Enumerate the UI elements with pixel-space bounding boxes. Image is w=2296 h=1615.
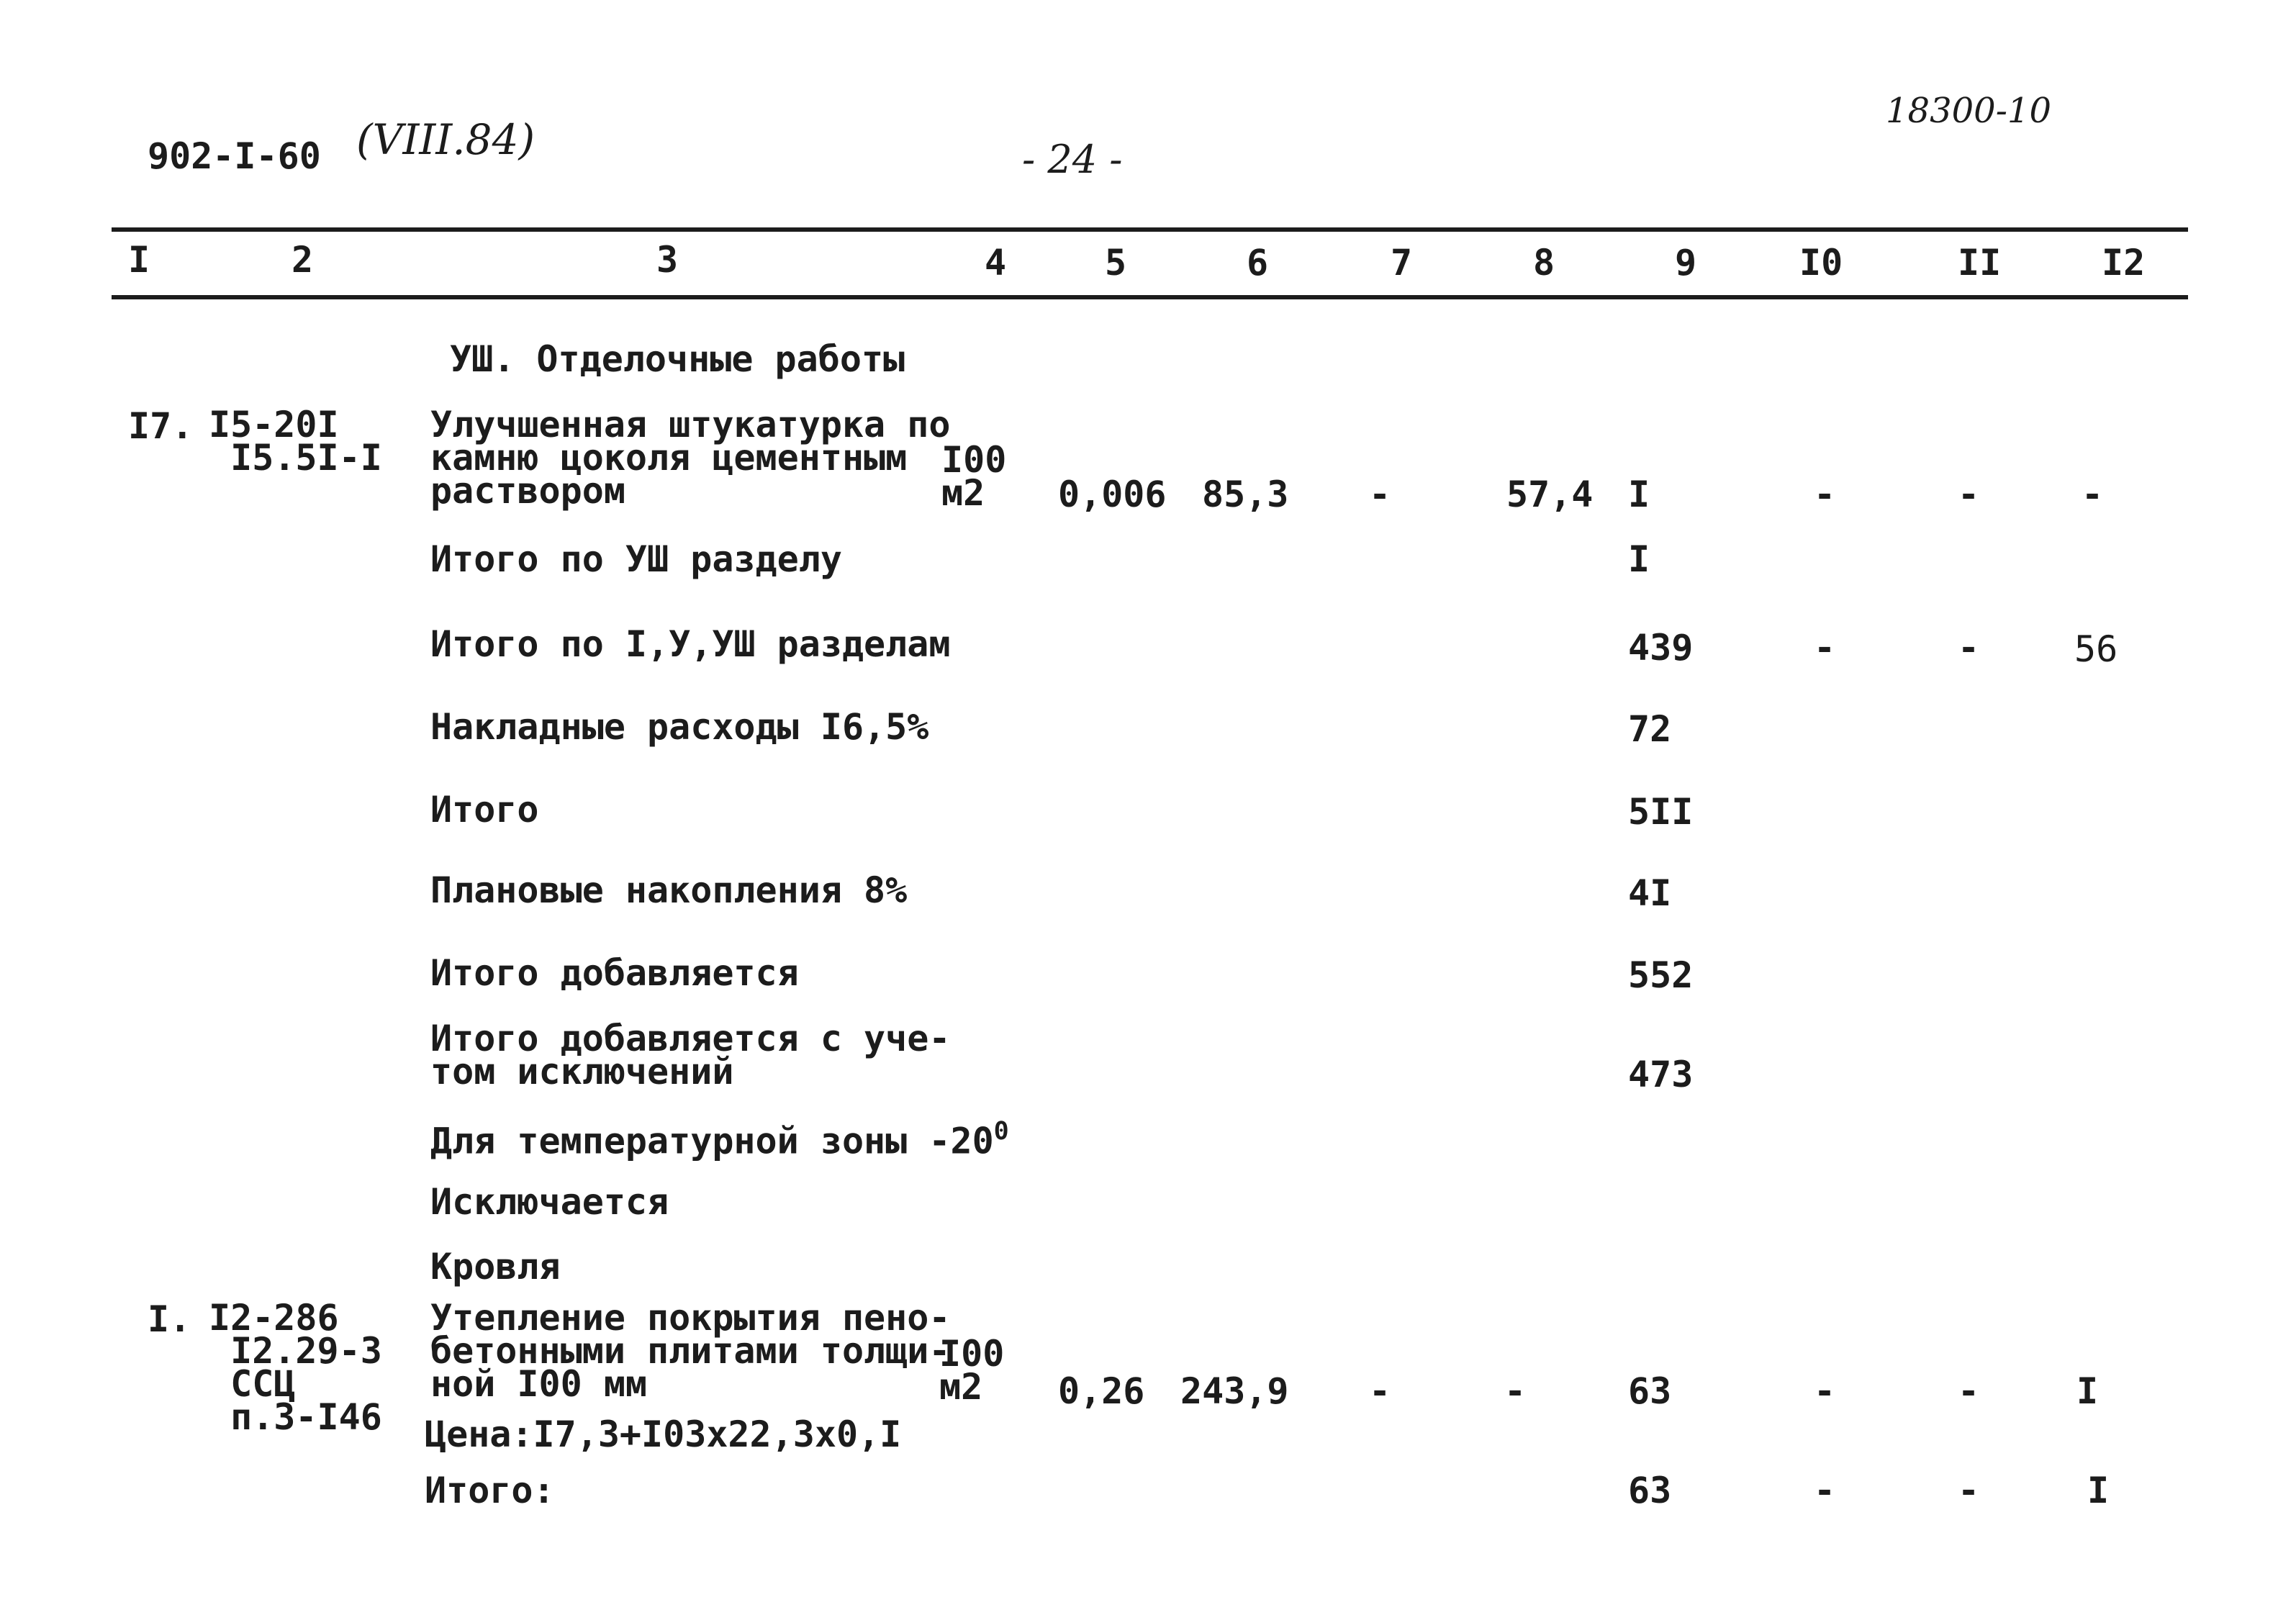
column-number-9: 9 <box>1675 242 1697 284</box>
row-col-12: 56 <box>2074 628 2118 670</box>
row-col-12: - <box>2082 474 2104 515</box>
row-unit: I00 м2 <box>939 1333 1005 1408</box>
column-number-7: 7 <box>1391 242 1413 284</box>
row-label: Итого: <box>425 1470 555 1511</box>
row-number: I. <box>148 1298 191 1340</box>
row-col-11: - <box>1958 474 1980 515</box>
document-code: 902-I-60 <box>148 135 321 177</box>
row-col-10: - <box>1814 627 1836 669</box>
row-label: Плановые накопления 8% <box>430 869 908 911</box>
column-number-2: 2 <box>291 239 314 281</box>
row-col-12: I <box>2087 1470 2110 1511</box>
column-number-10: I0 <box>1799 242 1843 284</box>
row-name: Утепление покрытия пено- бетонными плитами толщи- ной I00 мм <box>430 1297 951 1405</box>
row-col-9: 439 <box>1628 627 1694 669</box>
row-number: I7. <box>128 405 194 447</box>
row-codes: I2-286 I2.29-3 ССЦ п.3-I46 <box>209 1297 382 1438</box>
row-quantity: 0,006 <box>1058 474 1167 515</box>
row-col-9: 4I <box>1628 872 1672 914</box>
row-label: Итого <box>430 789 539 831</box>
row-col-10: - <box>1814 1470 1836 1511</box>
row-col-9: 72 <box>1628 708 1672 750</box>
row-label: Итого добавляется <box>430 952 799 994</box>
row-col-9: 473 <box>1628 1054 1694 1095</box>
row-col-11: - <box>1958 627 1980 669</box>
row-col-9: 5II <box>1628 791 1694 833</box>
row-col-8: 57,4 <box>1506 474 1594 515</box>
row-unit-price: 243,9 <box>1180 1370 1289 1412</box>
row-price-formula: Цена:I7,3+I03x22,3x0,I <box>425 1413 902 1455</box>
temperature-zone-note: Для температурной зоны $-20^0$ <box>430 1117 1009 1162</box>
row-col-9: 63 <box>1628 1470 1672 1511</box>
row-col-7: - <box>1369 474 1391 515</box>
column-number-5: 5 <box>1105 242 1127 284</box>
row-col-9: I <box>1628 474 1650 515</box>
row-label: Накладные расходы I6,5% <box>430 706 929 748</box>
archive-number: 18300-10 <box>1886 91 2051 131</box>
row-col-11: - <box>1958 1370 1980 1412</box>
column-number-6: 6 <box>1247 242 1269 284</box>
row-col-10: - <box>1814 474 1836 515</box>
row-col-9: 552 <box>1628 954 1694 996</box>
row-label: Итого добавляется с уче- том исключений <box>430 1018 951 1092</box>
header-bottom-rule <box>112 295 2188 299</box>
section-title: УШ. Отделочные работы <box>450 338 905 380</box>
row-name: Улучшенная штукатурка по камню цоколя цементным раствором <box>430 404 951 512</box>
column-number-3: 3 <box>656 239 679 281</box>
header-top-rule <box>112 227 2188 232</box>
row-col-10: - <box>1814 1370 1836 1412</box>
row-label: Итого по I,У,УШ разделам <box>430 623 951 665</box>
column-number-1: I <box>128 239 150 281</box>
row-col-12: I <box>2076 1370 2099 1412</box>
column-number-8: 8 <box>1533 242 1555 284</box>
row-codes: I5-20I I5.5I-I <box>209 404 382 479</box>
row-col-11: - <box>1958 1470 1980 1511</box>
page-number: - 24 - <box>1022 137 1123 182</box>
row-col-9: 63 <box>1628 1370 1672 1412</box>
column-number-11: II <box>1958 242 2002 284</box>
row-label: Итого по УШ разделу <box>430 538 842 580</box>
row-col-8: - <box>1504 1370 1527 1412</box>
column-number-12: I2 <box>2102 242 2146 284</box>
row-col-9: I <box>1628 538 1650 580</box>
date-note: (VIII.84) <box>356 115 535 164</box>
column-number-4: 4 <box>985 242 1007 284</box>
roof-heading: Кровля <box>430 1246 561 1288</box>
excluded-heading: Исключается <box>430 1181 669 1223</box>
row-quantity: 0,26 <box>1058 1370 1145 1412</box>
row-col-7: - <box>1369 1370 1391 1412</box>
row-unit-price: 85,3 <box>1202 474 1289 515</box>
row-unit: I00 м2 <box>941 439 1007 514</box>
